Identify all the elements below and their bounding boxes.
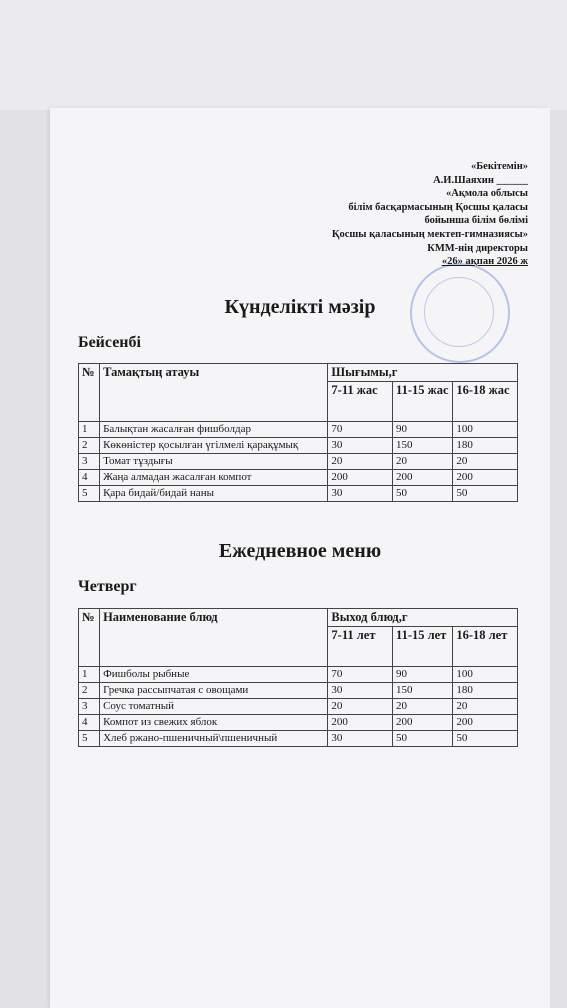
row-value-7-11: 20 [328,699,393,715]
header-number: № [79,609,100,667]
table-header-row [79,609,518,627]
header-output: Выход блюд,г [328,609,518,627]
row-value-7-11: 30 [328,731,393,747]
header-number: № [79,364,100,422]
approval-line: Қосшы қаласының мектеп-гимназиясы» [331,228,528,240]
row-number: 1 [79,667,100,683]
wall-background [0,0,567,110]
table-row [79,486,518,502]
approval-line: білім басқармасының Қосшы қаласы [348,201,528,213]
row-value-16-18: 200 [453,470,518,486]
approval-line: «Ақмола облысы [446,188,528,200]
table-row [79,470,518,486]
row-dish-name: Көкөністер қосылған үгілмелі қарақұмық [100,438,328,454]
row-value-11-15: 50 [393,731,453,747]
table-row [79,731,518,747]
row-number: 4 [79,470,100,486]
row-dish-name: Компот из свежих яблок [100,715,328,731]
header-age-7-11: 7-11 жас [328,382,393,422]
row-dish-name: Қара бидай/бидай наны [100,486,328,502]
approval-line: «26» ақпан 2026 ж [441,256,528,268]
row-number: 3 [79,699,100,715]
row-number: 2 [79,683,100,699]
kz-menu-table [78,363,518,502]
row-value-11-15: 50 [393,486,453,502]
row-dish-name: Гречка рассыпчатая с овощами [100,683,328,699]
table-header-row [79,364,518,382]
row-value-16-18: 100 [453,667,518,683]
row-value-16-18: 50 [453,486,518,502]
row-value-16-18: 180 [453,438,518,454]
document-page [50,108,550,1008]
row-value-16-18: 200 [453,715,518,731]
row-value-16-18: 20 [453,454,518,470]
header-age-7-11: 7-11 лет [328,627,393,667]
row-value-7-11: 200 [328,470,393,486]
row-value-7-11: 30 [328,438,393,454]
row-value-7-11: 30 [328,486,393,502]
row-value-11-15: 20 [393,699,453,715]
row-value-7-11: 70 [328,422,393,438]
row-value-11-15: 150 [393,438,453,454]
header-age-11-15: 11-15 жас [393,382,453,422]
table-row [79,683,518,699]
kz-menu-title: Күнделікті мәзір [224,296,376,318]
row-value-16-18: 100 [453,422,518,438]
row-value-7-11: 30 [328,683,393,699]
row-number: 5 [79,486,100,502]
row-value-7-11: 70 [328,667,393,683]
row-value-16-18: 180 [453,683,518,699]
row-number: 4 [79,715,100,731]
row-dish-name: Томат тұздығы [100,454,328,470]
approval-line: А.И.Шаяхин ______ [433,174,528,186]
kz-day-label: Бейсенбі [78,334,141,351]
row-dish-name: Соус томатный [100,699,328,715]
approval-line: «Бекітемін» [470,161,528,172]
header-dish-name: Наименование блюд [100,609,328,667]
row-dish-name: Балықтан жасалған фишболдар [100,422,328,438]
row-number: 1 [79,422,100,438]
table-row [79,715,518,731]
row-number: 5 [79,731,100,747]
header-age-16-18: 16-18 лет [453,627,518,667]
header-dish-name: Тамақтың атауы [100,364,328,422]
table-row [79,667,518,683]
row-number: 2 [79,438,100,454]
header-output: Шығымы,г [328,364,518,382]
row-value-11-15: 200 [393,470,453,486]
table-row [79,438,518,454]
row-value-16-18: 50 [453,731,518,747]
approval-line: бойынша білім бөлімі [424,215,528,227]
row-dish-name: Фишболы рыбные [100,667,328,683]
row-dish-name: Хлеб ржано-пшеничный\пшеничный [100,731,328,747]
ru-day-label: Четверг [78,578,137,595]
row-value-11-15: 90 [393,667,453,683]
approval-line: КММ-нің директоры [427,242,528,254]
row-value-11-15: 150 [393,683,453,699]
row-value-7-11: 20 [328,454,393,470]
row-dish-name: Жаңа алмадан жасалған компот [100,470,328,486]
approval-block [268,160,528,269]
table-row [79,454,518,470]
row-number: 3 [79,454,100,470]
header-age-11-15: 11-15 лет [393,627,453,667]
row-value-16-18: 20 [453,699,518,715]
row-value-7-11: 200 [328,715,393,731]
ru-menu-title: Ежедневное меню [218,540,382,562]
row-value-11-15: 90 [393,422,453,438]
table-row [79,699,518,715]
row-value-11-15: 200 [393,715,453,731]
ru-menu-table [78,608,518,747]
header-age-16-18: 16-18 жас [453,382,518,422]
row-value-11-15: 20 [393,454,453,470]
table-row [79,422,518,438]
